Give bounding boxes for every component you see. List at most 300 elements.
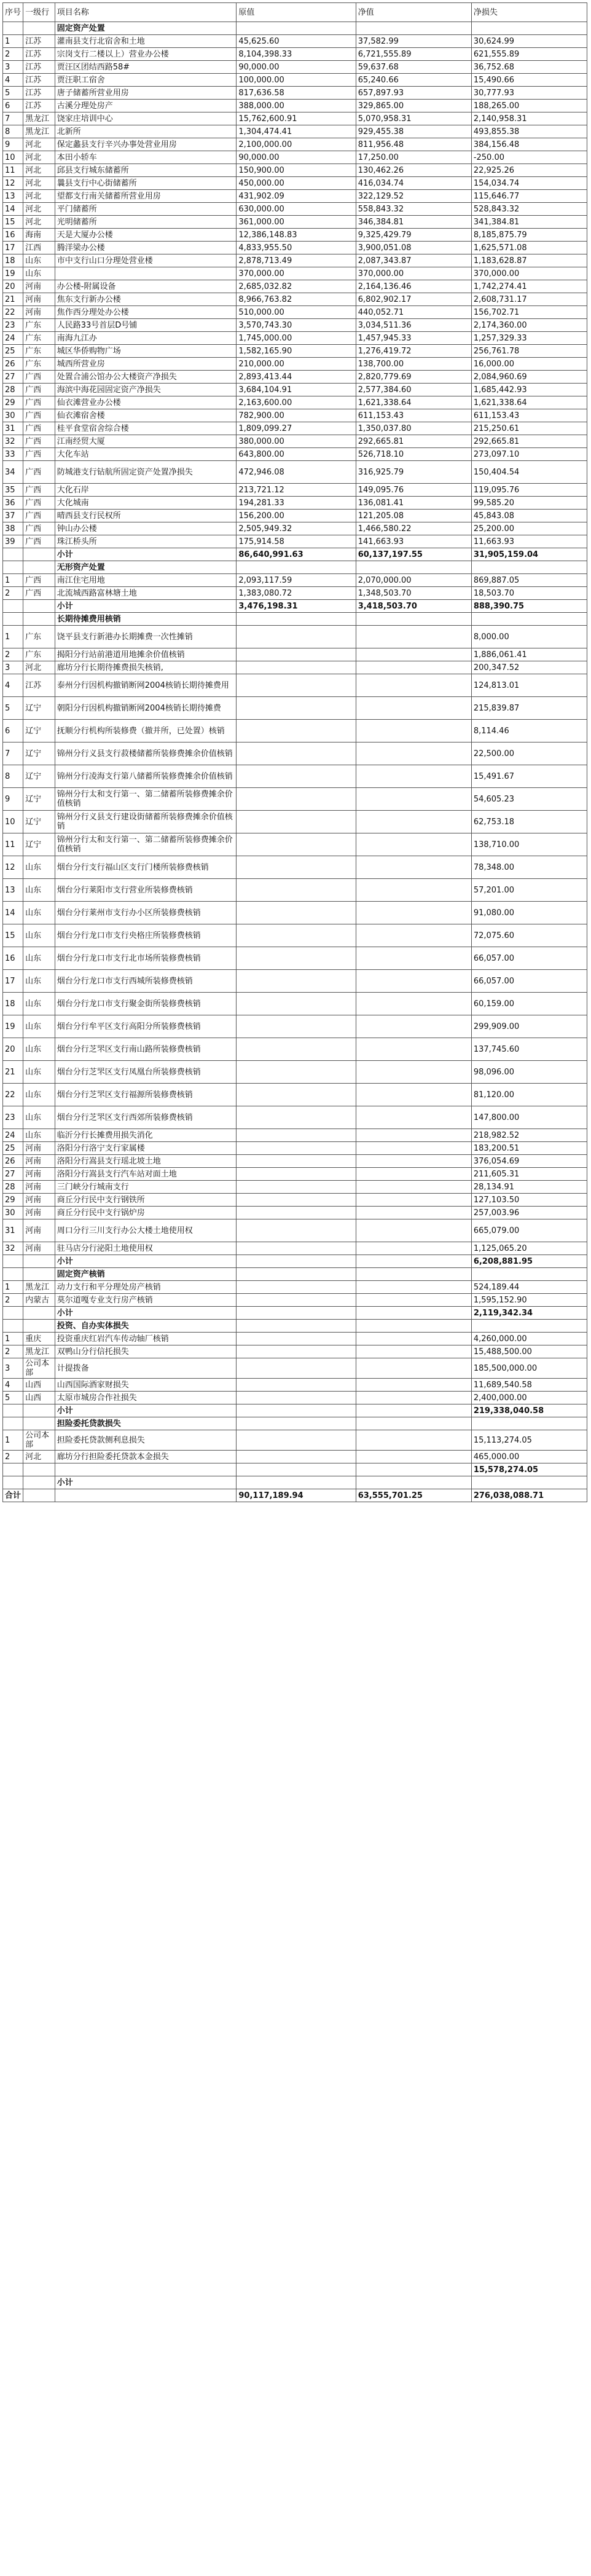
row-original-value: 15,762,600.91 bbox=[237, 112, 356, 125]
row-branch: 河南 bbox=[23, 306, 55, 319]
row-net-value: 3,034,511.36 bbox=[356, 319, 471, 332]
row-project: 烟台分行支行福山区支行门楼所装修费核销 bbox=[55, 856, 237, 879]
row-net-value: 141,663.93 bbox=[356, 535, 471, 548]
row-net-value bbox=[356, 1142, 471, 1155]
row-original-value: 370,000.00 bbox=[237, 267, 356, 280]
row-net-value bbox=[356, 1320, 471, 1333]
row-original-value: 2,505,949.32 bbox=[237, 522, 356, 535]
row-net-value bbox=[356, 661, 471, 674]
row-project: 计提拨备 bbox=[55, 1358, 237, 1379]
row-original-value bbox=[237, 765, 356, 788]
row-original-value: 643,800.00 bbox=[237, 448, 356, 461]
row-net-value: 322,129.52 bbox=[356, 190, 471, 203]
table-row bbox=[3, 48, 587, 61]
table-row bbox=[3, 1430, 587, 1451]
row-no: 27 bbox=[3, 1168, 23, 1181]
row-no bbox=[3, 548, 23, 561]
row-project: 烟台分行莱阳市支行营业所装修费核销 bbox=[55, 879, 237, 902]
row-net-value: 329,865.00 bbox=[356, 100, 471, 112]
row-net-loss: 888,390.75 bbox=[471, 600, 587, 613]
row-net-value bbox=[356, 1038, 471, 1061]
row-project: 钟山办公楼 bbox=[55, 522, 237, 535]
row-original-value: 1,582,165.90 bbox=[237, 345, 356, 358]
table-row bbox=[3, 461, 587, 484]
row-no: 1 bbox=[3, 574, 23, 587]
row-original-value bbox=[237, 661, 356, 674]
row-net-loss: 22,500.00 bbox=[471, 742, 587, 765]
row-original-value bbox=[237, 1129, 356, 1142]
row-project: 固定资产处置 bbox=[55, 22, 237, 35]
row-net-value: 346,384.81 bbox=[356, 216, 471, 229]
row-original-value: 782,900.00 bbox=[237, 409, 356, 422]
row-project: 平门储蓄所 bbox=[55, 203, 237, 216]
row-net-loss: 219,338,040.58 bbox=[471, 1404, 587, 1417]
row-original-value: 817,636.58 bbox=[237, 87, 356, 100]
table-row bbox=[3, 74, 587, 87]
row-original-value: 1,383,080.72 bbox=[237, 587, 356, 600]
row-original-value bbox=[237, 1155, 356, 1168]
row-project: 山西国际酒家财损失 bbox=[55, 1379, 237, 1392]
row-branch bbox=[23, 1268, 55, 1281]
row-branch: 广东 bbox=[23, 648, 55, 661]
row-project: 腾洋梁办公楼 bbox=[55, 242, 237, 254]
row-branch: 广西 bbox=[23, 396, 55, 409]
row-no: 17 bbox=[3, 242, 23, 254]
row-branch: 黑龙江 bbox=[23, 1345, 55, 1358]
row-net-loss: 341,384.81 bbox=[471, 216, 587, 229]
table-row bbox=[3, 1358, 587, 1379]
row-branch: 河南 bbox=[23, 1242, 55, 1255]
table-row bbox=[3, 1451, 587, 1463]
row-net-value: 2,164,136.46 bbox=[356, 280, 471, 293]
row-net-value: 1,348,503.70 bbox=[356, 587, 471, 600]
row-original-value: 388,000.00 bbox=[237, 100, 356, 112]
table-row bbox=[3, 409, 587, 422]
row-project: 保定蠡县支行辛兴办事处营业用房 bbox=[55, 138, 237, 151]
row-net-value bbox=[356, 1451, 471, 1463]
row-branch bbox=[23, 1255, 55, 1268]
row-net-value: 657,897.93 bbox=[356, 87, 471, 100]
row-no: 3 bbox=[3, 61, 23, 74]
row-no: 15 bbox=[3, 216, 23, 229]
row-original-value bbox=[237, 947, 356, 970]
row-net-loss: 91,080.00 bbox=[471, 902, 587, 924]
row-branch: 山东 bbox=[23, 993, 55, 1015]
row-project: 饶家庄培训中心 bbox=[55, 112, 237, 125]
table-row bbox=[3, 448, 587, 461]
row-branch: 河北 bbox=[23, 164, 55, 177]
row-project: 贾汪职工宿舍 bbox=[55, 74, 237, 87]
row-net-loss: 138,710.00 bbox=[471, 833, 587, 856]
row-branch: 广东 bbox=[23, 332, 55, 345]
row-original-value bbox=[237, 1451, 356, 1463]
row-original-value: 450,000.00 bbox=[237, 177, 356, 190]
row-original-value: 2,100,000.00 bbox=[237, 138, 356, 151]
row-original-value bbox=[237, 1404, 356, 1417]
row-net-loss bbox=[471, 613, 587, 626]
row-project: 珠江桥头所 bbox=[55, 535, 237, 548]
row-original-value bbox=[237, 626, 356, 648]
row-branch: 河南 bbox=[23, 1219, 55, 1242]
table-row bbox=[3, 87, 587, 100]
subtotal-row bbox=[3, 548, 587, 561]
row-net-value: 316,925.79 bbox=[356, 461, 471, 484]
row-branch: 河南 bbox=[23, 1168, 55, 1181]
table-row bbox=[3, 35, 587, 48]
table-row bbox=[3, 661, 587, 674]
row-project: 周口分行三川支行办公大楼土地使用权 bbox=[55, 1219, 237, 1242]
row-project: 大化城南 bbox=[55, 497, 237, 510]
row-original-value: 45,625.60 bbox=[237, 35, 356, 48]
table-row bbox=[3, 422, 587, 435]
row-original-value bbox=[237, 648, 356, 661]
row-project: 长期待摊费用核销 bbox=[55, 613, 237, 626]
row-project: 驻马店分行泌阳土地使用权 bbox=[55, 1242, 237, 1255]
row-original-value bbox=[237, 833, 356, 856]
row-no: 1 bbox=[3, 1281, 23, 1294]
row-net-loss: 273,097.10 bbox=[471, 448, 587, 461]
row-branch: 内蒙古 bbox=[23, 1294, 55, 1307]
row-no: 30 bbox=[3, 1207, 23, 1219]
row-original-value: 380,000.00 bbox=[237, 435, 356, 448]
row-net-value bbox=[356, 720, 471, 742]
row-no: 37 bbox=[3, 510, 23, 522]
table-row bbox=[3, 242, 587, 254]
row-original-value bbox=[237, 970, 356, 993]
row-branch: 山西 bbox=[23, 1379, 55, 1392]
row-original-value bbox=[237, 1142, 356, 1155]
row-net-value bbox=[356, 924, 471, 947]
row-no: 25 bbox=[3, 345, 23, 358]
row-net-value: 59,637.68 bbox=[356, 61, 471, 74]
row-no: 5 bbox=[3, 87, 23, 100]
row-no: 5 bbox=[3, 1392, 23, 1404]
row-net-value: 1,276,419.72 bbox=[356, 345, 471, 358]
row-net-loss: 256,761.78 bbox=[471, 345, 587, 358]
row-branch: 江苏 bbox=[23, 74, 55, 87]
row-project: 洛阳分行洛宁支行家属楼 bbox=[55, 1142, 237, 1155]
row-project: 仙衣滩营业办公楼 bbox=[55, 396, 237, 409]
table-row bbox=[3, 1061, 587, 1084]
row-net-loss: 1,125,065.20 bbox=[471, 1242, 587, 1255]
row-branch: 河北 bbox=[23, 151, 55, 164]
row-branch bbox=[23, 600, 55, 613]
row-net-loss bbox=[471, 561, 587, 574]
row-project: 烟台分行龙口市支行北市场所装修费核销 bbox=[55, 947, 237, 970]
row-original-value bbox=[237, 742, 356, 765]
row-net-loss: 8,114.46 bbox=[471, 720, 587, 742]
header-original-value: 原值 bbox=[237, 3, 356, 22]
row-net-loss: 299,909.00 bbox=[471, 1015, 587, 1038]
row-original-value: 361,000.00 bbox=[237, 216, 356, 229]
row-net-value bbox=[356, 1207, 471, 1219]
row-net-value: 1,350,037.80 bbox=[356, 422, 471, 435]
row-project: 洛阳分行嵩县支行汽车站对面土地 bbox=[55, 1168, 237, 1181]
row-branch: 黑龙江 bbox=[23, 125, 55, 138]
row-project: 烟台分行龙口市支行西城所装修费核销 bbox=[55, 970, 237, 993]
header-net-loss: 净损失 bbox=[471, 3, 587, 22]
row-project: 锦州分行义县支行菽楼储蓄所装修费摊余价值核销 bbox=[55, 742, 237, 765]
row-project: 仙衣滩宿舍楼 bbox=[55, 409, 237, 422]
row-project: 烟台分行芝罘区支行福源所装修费核销 bbox=[55, 1084, 237, 1106]
row-original-value bbox=[237, 811, 356, 833]
row-no: 28 bbox=[3, 1181, 23, 1194]
row-net-value: 811,956.48 bbox=[356, 138, 471, 151]
row-net-loss: -250.00 bbox=[471, 151, 587, 164]
row-project: 临沂分行长摊费用损失消化 bbox=[55, 1129, 237, 1142]
row-no: 2 bbox=[3, 648, 23, 661]
row-no: 14 bbox=[3, 203, 23, 216]
row-project: 三门峡分行城南支行 bbox=[55, 1181, 237, 1194]
row-branch: 山东 bbox=[23, 1038, 55, 1061]
row-branch: 公司本部 bbox=[23, 1430, 55, 1451]
table-row bbox=[3, 396, 587, 409]
row-net-value bbox=[356, 1268, 471, 1281]
subtotal-row bbox=[3, 1404, 587, 1417]
row-no: 34 bbox=[3, 461, 23, 484]
row-no: 2 bbox=[3, 587, 23, 600]
row-branch: 山东 bbox=[23, 924, 55, 947]
row-branch bbox=[23, 613, 55, 626]
row-net-value: 3,418,503.70 bbox=[356, 600, 471, 613]
row-net-loss bbox=[471, 1320, 587, 1333]
row-original-value: 156,200.00 bbox=[237, 510, 356, 522]
table-row bbox=[3, 1129, 587, 1142]
row-net-loss: 1,621,338.64 bbox=[471, 396, 587, 409]
row-branch: 江苏 bbox=[23, 35, 55, 48]
row-original-value bbox=[237, 613, 356, 626]
row-branch: 山东 bbox=[23, 1129, 55, 1142]
row-net-loss: 376,054.69 bbox=[471, 1155, 587, 1168]
row-project: 锦州分行凌海支行第八储蓄所装修费摊余价值核销 bbox=[55, 765, 237, 788]
row-original-value bbox=[237, 1307, 356, 1320]
row-project: 投资、自办实体损失 bbox=[55, 1320, 237, 1333]
row-branch: 江苏 bbox=[23, 674, 55, 697]
row-original-value: 8,966,763.82 bbox=[237, 293, 356, 306]
row-net-loss: 215,839.87 bbox=[471, 697, 587, 720]
row-no: 11 bbox=[3, 164, 23, 177]
row-original-value bbox=[237, 1015, 356, 1038]
row-branch: 广东 bbox=[23, 626, 55, 648]
table-row bbox=[3, 229, 587, 242]
row-net-value: 6,721,555.89 bbox=[356, 48, 471, 61]
table-row bbox=[3, 332, 587, 345]
row-project: 晴西县支行民权所 bbox=[55, 510, 237, 522]
table-row bbox=[3, 811, 587, 833]
row-branch: 广西 bbox=[23, 535, 55, 548]
row-project: 北流城西路富林塘土地 bbox=[55, 587, 237, 600]
row-net-loss: 127,103.50 bbox=[471, 1194, 587, 1207]
row-net-loss: 124,813.01 bbox=[471, 674, 587, 697]
row-net-value bbox=[356, 697, 471, 720]
row-project: 小计 bbox=[55, 1404, 237, 1417]
row-net-value: 558,843.32 bbox=[356, 203, 471, 216]
row-net-loss: 15,113,274.05 bbox=[471, 1430, 587, 1451]
row-net-loss: 185,500,000.00 bbox=[471, 1358, 587, 1379]
row-net-value bbox=[356, 970, 471, 993]
row-net-value bbox=[356, 613, 471, 626]
row-net-value bbox=[356, 1294, 471, 1307]
table-row bbox=[3, 522, 587, 535]
row-net-value bbox=[356, 1061, 471, 1084]
row-branch bbox=[23, 1404, 55, 1417]
row-net-value bbox=[356, 742, 471, 765]
row-branch: 广西 bbox=[23, 587, 55, 600]
row-net-value: 526,718.10 bbox=[356, 448, 471, 461]
row-net-value: 130,462.26 bbox=[356, 164, 471, 177]
row-no: 4 bbox=[3, 674, 23, 697]
table-row bbox=[3, 970, 587, 993]
row-branch: 广西 bbox=[23, 371, 55, 384]
row-project: 揭阳分行站前港道用地摊余价值核销 bbox=[55, 648, 237, 661]
row-project: 小计 bbox=[55, 600, 237, 613]
row-branch: 辽宁 bbox=[23, 833, 55, 856]
table-row bbox=[3, 1155, 587, 1168]
row-project: 小计 bbox=[55, 548, 237, 561]
row-net-loss: 119,095.76 bbox=[471, 484, 587, 497]
row-net-loss: 66,057.00 bbox=[471, 970, 587, 993]
row-net-loss: 370,000.00 bbox=[471, 267, 587, 280]
row-no bbox=[3, 1476, 23, 1489]
row-project: 天是大厦办公楼 bbox=[55, 229, 237, 242]
row-no: 20 bbox=[3, 1038, 23, 1061]
row-net-value: 929,455.38 bbox=[356, 125, 471, 138]
table-row bbox=[3, 216, 587, 229]
row-net-value bbox=[356, 902, 471, 924]
row-original-value: 150,900.00 bbox=[237, 164, 356, 177]
row-no: 24 bbox=[3, 332, 23, 345]
row-net-loss: 292,665.81 bbox=[471, 435, 587, 448]
row-original-value: 86,640,991.63 bbox=[237, 548, 356, 561]
row-project: 古溪分理处房产 bbox=[55, 100, 237, 112]
row-project: 南海九江办 bbox=[55, 332, 237, 345]
table-row bbox=[3, 371, 587, 384]
row-no: 12 bbox=[3, 856, 23, 879]
row-no: 39 bbox=[3, 535, 23, 548]
row-no: 16 bbox=[3, 229, 23, 242]
row-net-loss: 11,689,540.58 bbox=[471, 1379, 587, 1392]
row-net-loss: 6,208,881.95 bbox=[471, 1255, 587, 1268]
row-net-value: 2,820,779.69 bbox=[356, 371, 471, 384]
row-project: 大化石岸 bbox=[55, 484, 237, 497]
row-branch: 辽宁 bbox=[23, 811, 55, 833]
row-net-value bbox=[356, 1379, 471, 1392]
row-original-value bbox=[237, 1294, 356, 1307]
row-original-value: 194,281.33 bbox=[237, 497, 356, 510]
row-net-loss: 384,156.48 bbox=[471, 138, 587, 151]
row-net-loss: 211,605.31 bbox=[471, 1168, 587, 1181]
row-net-loss bbox=[471, 22, 587, 35]
header-branch: 一级行 bbox=[23, 3, 55, 22]
row-no bbox=[3, 1463, 23, 1476]
row-project: 大化车站 bbox=[55, 448, 237, 461]
table-row bbox=[3, 697, 587, 720]
row-branch: 江苏 bbox=[23, 48, 55, 61]
table-row bbox=[3, 1015, 587, 1038]
table-row bbox=[3, 1142, 587, 1155]
row-branch bbox=[23, 1307, 55, 1320]
row-branch: 广西 bbox=[23, 461, 55, 484]
row-net-value: 611,153.43 bbox=[356, 409, 471, 422]
row-net-value bbox=[356, 833, 471, 856]
row-project: 烟台分行莱州市支行办小区所装修费核销 bbox=[55, 902, 237, 924]
row-branch bbox=[23, 1417, 55, 1430]
row-no: 12 bbox=[3, 177, 23, 190]
row-project: 焦作西分理处办公楼 bbox=[55, 306, 237, 319]
row-net-value: 37,582.99 bbox=[356, 35, 471, 48]
table-row bbox=[3, 674, 587, 697]
row-net-loss: 528,843.32 bbox=[471, 203, 587, 216]
row-original-value: 90,000.00 bbox=[237, 151, 356, 164]
row-original-value bbox=[237, 902, 356, 924]
row-net-loss: 215,250.61 bbox=[471, 422, 587, 435]
row-branch: 山东 bbox=[23, 1106, 55, 1129]
row-net-value: 440,052.71 bbox=[356, 306, 471, 319]
table-row bbox=[3, 1294, 587, 1307]
table-row bbox=[3, 1084, 587, 1106]
row-no: 21 bbox=[3, 293, 23, 306]
row-original-value bbox=[237, 1181, 356, 1194]
row-net-loss: 1,183,628.87 bbox=[471, 254, 587, 267]
row-net-value bbox=[356, 1181, 471, 1194]
row-no: 合计 bbox=[3, 1489, 23, 1502]
row-project: 焦东支行新办公楼 bbox=[55, 293, 237, 306]
row-no: 14 bbox=[3, 902, 23, 924]
row-original-value bbox=[237, 1281, 356, 1294]
row-net-value bbox=[356, 1430, 471, 1451]
row-original-value bbox=[237, 697, 356, 720]
row-project: 泰州分行因机构撤销断网2004核销长期待摊费用 bbox=[55, 674, 237, 697]
row-net-loss: 45,843.08 bbox=[471, 510, 587, 522]
row-project: 投资重庆红岩汽车传动轴厂核销 bbox=[55, 1333, 237, 1345]
row-branch: 河北 bbox=[23, 216, 55, 229]
row-original-value: 4,833,955.50 bbox=[237, 242, 356, 254]
row-net-value bbox=[356, 788, 471, 811]
row-net-loss: 16,000.00 bbox=[471, 358, 587, 371]
row-no: 25 bbox=[3, 1142, 23, 1155]
row-no: 4 bbox=[3, 1379, 23, 1392]
table-row bbox=[3, 720, 587, 742]
row-project: 北新所 bbox=[55, 125, 237, 138]
row-original-value bbox=[237, 1358, 356, 1379]
table-row bbox=[3, 856, 587, 879]
row-branch: 江西 bbox=[23, 242, 55, 254]
row-branch: 广西 bbox=[23, 409, 55, 422]
row-net-value bbox=[356, 1358, 471, 1379]
row-net-loss: 15,488,500.00 bbox=[471, 1345, 587, 1358]
row-net-value: 17,250.00 bbox=[356, 151, 471, 164]
row-net-value bbox=[356, 1168, 471, 1181]
header-net-value: 净值 bbox=[356, 3, 471, 22]
section-row bbox=[3, 561, 587, 574]
section-row bbox=[3, 1268, 587, 1281]
table-row bbox=[3, 1379, 587, 1392]
row-project: 市中支行山口分理处营业楼 bbox=[55, 254, 237, 267]
row-branch: 广西 bbox=[23, 497, 55, 510]
row-no: 7 bbox=[3, 742, 23, 765]
row-no bbox=[3, 1404, 23, 1417]
row-net-value: 3,900,051.08 bbox=[356, 242, 471, 254]
row-project: 城西所营业房 bbox=[55, 358, 237, 371]
row-net-loss: 1,625,571.08 bbox=[471, 242, 587, 254]
row-no: 7 bbox=[3, 112, 23, 125]
row-no: 26 bbox=[3, 358, 23, 371]
row-branch: 山东 bbox=[23, 1084, 55, 1106]
row-net-loss: 218,982.52 bbox=[471, 1129, 587, 1142]
row-project: 邱县支行城东储蓄所 bbox=[55, 164, 237, 177]
row-no bbox=[3, 1255, 23, 1268]
row-no: 8 bbox=[3, 125, 23, 138]
